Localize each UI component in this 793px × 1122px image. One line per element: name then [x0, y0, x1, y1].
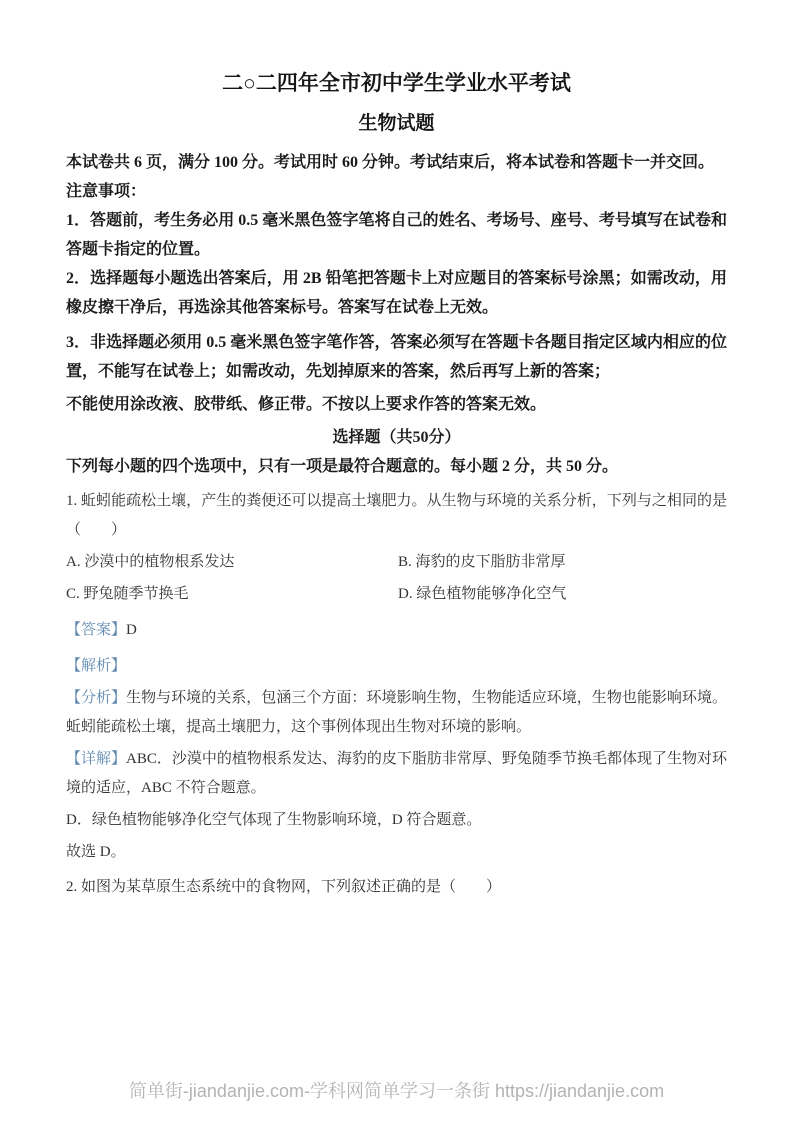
question1-options-row-2: [66, 580, 727, 609]
question1-stem: 1. 蚯蚓能疏松土壤，产生的粪便还可以提高土壤肥力。从生物与环境的关系分析，下列与之相同的是（ ）: [66, 493, 727, 538]
notice-item-2: 2．选择题每小题选出答案后，用 2B 铅笔把答题卡上对应题目的答案标号涂黑；如需改动，用橡皮擦干净后，再选涂其他答案标号。答案写在试卷上无效。: [66, 270, 727, 316]
analysis-text: 生物与环境的关系，包涵三个方面：环境影响生物，生物能适应环境，生物也能影响环境。蚯蚓能疏松土壤，提高土壤肥力，这个事例体现出生物对环境的影响。: [66, 690, 727, 735]
question1-option-d: D. 绿色植物能够净化空气: [398, 586, 567, 602]
question1-conclusion: 故选 D。: [66, 844, 126, 860]
exam-subtitle: 生物试题: [358, 113, 435, 134]
question1-detail: [66, 745, 727, 803]
section-heading-multiple-choice: 选择题（共50分）: [332, 429, 461, 446]
notice-item-1: 1．答题前，考生务必用 0.5 毫米黑色签字笔将自己的姓名、考场号、座号、考号填写在试卷和答题卡指定的位置。: [66, 212, 727, 258]
notice-item-3-continued: 不能使用涂改液、胶带纸、修正带。不按以上要求作答的答案无效。: [66, 396, 547, 413]
notice-item-3: 3．非选择题必须用 0.5 毫米黑色签字笔作答，答案必须写在答题卡各题目指定区域内相应的位置，不能写在试卷上；如需改动，先划掉原来的答案，然后再写上新的答案；: [66, 334, 727, 380]
question1-analysis: [66, 684, 727, 742]
question1-option-b: B. 海豹的皮下脂肪非常厚: [398, 554, 566, 570]
question1-answer-line: [66, 616, 727, 645]
answer-label: 【答案】: [66, 622, 127, 638]
notice-heading: 注意事项：: [66, 183, 147, 200]
question1-options-row-1: [66, 548, 727, 577]
question1-detail-d: D．绿色植物能够净化空气体现了生物影响环境，D 符合题意。: [66, 812, 482, 828]
detail-label: 【详解】: [66, 751, 127, 767]
section-instruction: 下列每小题的四个选项中，只有一项是最符合题意的。每小题 2 分，共 50 分。: [66, 458, 619, 475]
footer-watermark: 简单街-jiandanjie.com-学科网简单学习一条街 https://jiandanjie.com: [128, 1081, 665, 1101]
question1-option-a: A. 沙漠中的植物根系发达: [66, 554, 235, 570]
question1-option-c: C. 野兔随季节换毛: [66, 586, 189, 602]
question1-explain-label-line: [66, 652, 727, 681]
answer-value: D: [126, 622, 137, 638]
analysis-label: 【分析】: [66, 690, 127, 706]
explain-label: 【解析】: [66, 658, 127, 674]
exam-title: 二○二四年全市初中学生学业水平考试: [222, 71, 571, 95]
detail-text-abc: ABC．沙漠中的植物根系发达、海豹的皮下脂肪非常厚、野兔随季节换毛都体现了生物对环境的适应，ABC 不符合题意。: [66, 751, 727, 796]
exam-intro: 本试卷共 6 页，满分 100 分。考试用时 60 分钟。考试结束后，将本试卷和答题卡一并交回。: [66, 154, 715, 171]
question2-stem: 2. 如图为某草原生态系统中的食物网，下列叙述正确的是（ ）: [66, 879, 502, 895]
